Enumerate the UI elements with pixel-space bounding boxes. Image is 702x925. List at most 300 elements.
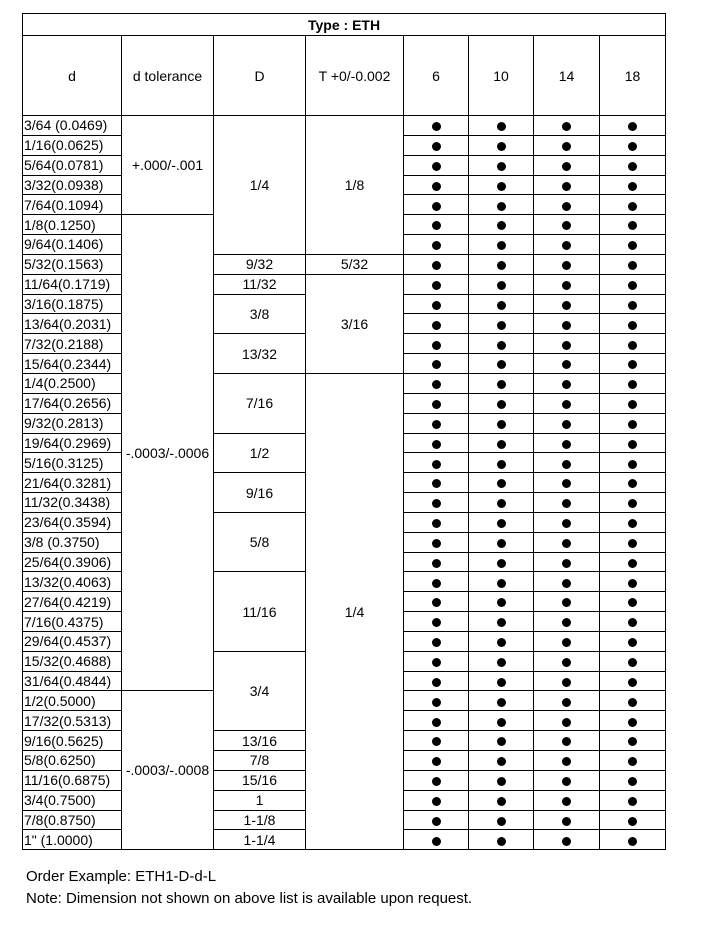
cell-d: 27/64(0.4219) bbox=[23, 592, 122, 612]
availability-dot-icon bbox=[432, 182, 441, 191]
availability-dot-icon bbox=[497, 658, 506, 667]
cell-availability-14 bbox=[534, 433, 600, 453]
cell-T: 5/32 bbox=[306, 254, 404, 274]
availability-dot-icon bbox=[432, 757, 441, 766]
cell-availability-18 bbox=[600, 691, 666, 711]
availability-dot-icon bbox=[432, 261, 441, 270]
cell-availability-18 bbox=[600, 334, 666, 354]
cell-d: 7/32(0.2188) bbox=[23, 334, 122, 354]
availability-dot-icon bbox=[628, 142, 637, 151]
availability-dot-icon bbox=[628, 618, 637, 627]
availability-dot-icon bbox=[562, 559, 571, 568]
cell-d: 5/8(0.6250) bbox=[23, 751, 122, 771]
availability-dot-icon bbox=[562, 598, 571, 607]
cell-availability-18 bbox=[600, 314, 666, 334]
cell-availability-6 bbox=[404, 612, 469, 632]
availability-dot-icon bbox=[432, 737, 441, 746]
cell-availability-10 bbox=[469, 592, 534, 612]
availability-dot-icon bbox=[432, 678, 441, 687]
cell-availability-10 bbox=[469, 572, 534, 592]
cell-availability-6 bbox=[404, 334, 469, 354]
cell-availability-10 bbox=[469, 175, 534, 195]
availability-dot-icon bbox=[432, 519, 441, 528]
cell-availability-6 bbox=[404, 314, 469, 334]
availability-dot-icon bbox=[628, 341, 637, 350]
cell-D: 7/16 bbox=[214, 373, 306, 433]
cell-availability-14 bbox=[534, 254, 600, 274]
cell-availability-18 bbox=[600, 671, 666, 691]
availability-dot-icon bbox=[432, 777, 441, 786]
availability-dot-icon bbox=[562, 142, 571, 151]
cell-availability-6 bbox=[404, 631, 469, 651]
cell-availability-14 bbox=[534, 552, 600, 572]
cell-D: 1/2 bbox=[214, 433, 306, 473]
cell-d: 11/16(0.6875) bbox=[23, 770, 122, 790]
cell-availability-14 bbox=[534, 493, 600, 513]
cell-availability-14 bbox=[534, 155, 600, 175]
availability-dot-icon bbox=[432, 579, 441, 588]
availability-dot-icon bbox=[628, 817, 637, 826]
cell-availability-10 bbox=[469, 195, 534, 215]
cell-D: 1 bbox=[214, 790, 306, 810]
cell-availability-6 bbox=[404, 254, 469, 274]
availability-dot-icon bbox=[497, 241, 506, 250]
cell-availability-14 bbox=[534, 572, 600, 592]
availability-dot-icon bbox=[628, 301, 637, 310]
order-example: Order Example: ETH1-D-d-L bbox=[26, 868, 217, 885]
cell-availability-10 bbox=[469, 314, 534, 334]
availability-dot-icon bbox=[432, 837, 441, 846]
availability-dot-icon bbox=[562, 221, 571, 230]
availability-dot-icon bbox=[628, 360, 637, 369]
availability-dot-icon bbox=[497, 678, 506, 687]
cell-d: 31/64(0.4844) bbox=[23, 671, 122, 691]
cell-d: 19/64(0.2969) bbox=[23, 433, 122, 453]
availability-dot-icon bbox=[628, 420, 637, 429]
cell-availability-14 bbox=[534, 532, 600, 552]
cell-availability-14 bbox=[534, 215, 600, 235]
availability-dot-icon bbox=[628, 400, 637, 409]
availability-dot-icon bbox=[562, 698, 571, 707]
availability-dot-icon bbox=[497, 737, 506, 746]
cell-d: 1/8(0.1250) bbox=[23, 215, 122, 235]
cell-availability-14 bbox=[534, 314, 600, 334]
availability-dot-icon bbox=[497, 519, 506, 528]
availability-dot-icon bbox=[562, 321, 571, 330]
cell-availability-18 bbox=[600, 810, 666, 830]
availability-dot-icon bbox=[628, 460, 637, 469]
availability-dot-icon bbox=[628, 658, 637, 667]
availability-dot-icon bbox=[562, 757, 571, 766]
cell-availability-14 bbox=[534, 830, 600, 850]
cell-D: 7/8 bbox=[214, 751, 306, 771]
cell-availability-6 bbox=[404, 790, 469, 810]
cell-d-tolerance: -.0003/-.0006 bbox=[122, 215, 214, 691]
header-d: d bbox=[23, 36, 122, 116]
cell-availability-18 bbox=[600, 751, 666, 771]
cell-availability-18 bbox=[600, 711, 666, 731]
cell-availability-6 bbox=[404, 552, 469, 572]
cell-T: 3/16 bbox=[306, 274, 404, 373]
availability-dot-icon bbox=[562, 360, 571, 369]
availability-dot-icon bbox=[497, 440, 506, 449]
cell-availability-14 bbox=[534, 512, 600, 532]
availability-dot-icon bbox=[497, 162, 506, 171]
availability-dot-icon bbox=[497, 539, 506, 548]
cell-d: 17/64(0.2656) bbox=[23, 393, 122, 413]
availability-dot-icon bbox=[497, 301, 506, 310]
cell-availability-14 bbox=[534, 235, 600, 255]
cell-availability-10 bbox=[469, 671, 534, 691]
availability-dot-icon bbox=[497, 797, 506, 806]
cell-availability-6 bbox=[404, 155, 469, 175]
cell-availability-6 bbox=[404, 175, 469, 195]
availability-dot-icon bbox=[628, 638, 637, 647]
cell-availability-14 bbox=[534, 294, 600, 314]
cell-availability-18 bbox=[600, 790, 666, 810]
cell-availability-6 bbox=[404, 810, 469, 830]
availability-dot-icon bbox=[628, 737, 637, 746]
availability-dot-icon bbox=[562, 182, 571, 191]
availability-dot-icon bbox=[432, 638, 441, 647]
availability-dot-icon bbox=[628, 837, 637, 846]
availability-dot-icon bbox=[628, 321, 637, 330]
cell-d: 11/64(0.1719) bbox=[23, 274, 122, 294]
cell-d-tolerance: +.000/-.001 bbox=[122, 116, 214, 215]
table-row bbox=[23, 373, 666, 393]
cell-D: 11/16 bbox=[214, 572, 306, 651]
cell-d: 9/64(0.1406) bbox=[23, 235, 122, 255]
cell-d: 1/2(0.5000) bbox=[23, 691, 122, 711]
cell-availability-10 bbox=[469, 453, 534, 473]
cell-d: 25/64(0.3906) bbox=[23, 552, 122, 572]
cell-availability-10 bbox=[469, 651, 534, 671]
cell-availability-6 bbox=[404, 572, 469, 592]
availability-dot-icon bbox=[497, 460, 506, 469]
availability-dot-icon bbox=[628, 122, 637, 131]
availability-dot-icon bbox=[628, 777, 637, 786]
cell-availability-18 bbox=[600, 433, 666, 453]
header-length-14: 14 bbox=[534, 36, 600, 116]
availability-dot-icon bbox=[628, 440, 637, 449]
cell-D: 13/16 bbox=[214, 731, 306, 751]
cell-availability-10 bbox=[469, 473, 534, 493]
cell-availability-18 bbox=[600, 453, 666, 473]
cell-availability-14 bbox=[534, 195, 600, 215]
cell-availability-14 bbox=[534, 790, 600, 810]
availability-dot-icon bbox=[432, 380, 441, 389]
cell-d: 7/8(0.8750) bbox=[23, 810, 122, 830]
availability-dot-icon bbox=[497, 261, 506, 270]
cell-d: 5/64(0.0781) bbox=[23, 155, 122, 175]
cell-availability-14 bbox=[534, 631, 600, 651]
cell-D: 5/8 bbox=[214, 512, 306, 572]
cell-availability-18 bbox=[600, 393, 666, 413]
cell-D: 3/4 bbox=[214, 651, 306, 730]
header-length-6: 6 bbox=[404, 36, 469, 116]
availability-dot-icon bbox=[562, 718, 571, 727]
availability-dot-icon bbox=[562, 678, 571, 687]
cell-availability-14 bbox=[534, 671, 600, 691]
cell-availability-18 bbox=[600, 731, 666, 751]
cell-availability-6 bbox=[404, 691, 469, 711]
availability-dot-icon bbox=[628, 221, 637, 230]
cell-availability-10 bbox=[469, 612, 534, 632]
cell-availability-6 bbox=[404, 473, 469, 493]
cell-availability-14 bbox=[534, 175, 600, 195]
cell-availability-18 bbox=[600, 373, 666, 393]
cell-availability-6 bbox=[404, 294, 469, 314]
cell-availability-10 bbox=[469, 493, 534, 513]
availability-dot-icon bbox=[432, 341, 441, 350]
availability-dot-icon bbox=[628, 499, 637, 508]
availability-dot-icon bbox=[562, 618, 571, 627]
availability-dot-icon bbox=[432, 559, 441, 568]
cell-d: 9/32(0.2813) bbox=[23, 413, 122, 433]
cell-T: 1/8 bbox=[306, 116, 404, 255]
cell-D: 1/4 bbox=[214, 116, 306, 255]
availability-dot-icon bbox=[562, 638, 571, 647]
cell-availability-18 bbox=[600, 830, 666, 850]
cell-availability-10 bbox=[469, 770, 534, 790]
cell-availability-14 bbox=[534, 354, 600, 374]
cell-availability-18 bbox=[600, 354, 666, 374]
availability-dot-icon bbox=[628, 519, 637, 528]
cell-availability-6 bbox=[404, 830, 469, 850]
cell-availability-14 bbox=[534, 135, 600, 155]
cell-availability-10 bbox=[469, 334, 534, 354]
cell-availability-10 bbox=[469, 731, 534, 751]
availability-dot-icon bbox=[497, 360, 506, 369]
cell-availability-10 bbox=[469, 393, 534, 413]
cell-d: 7/64(0.1094) bbox=[23, 195, 122, 215]
cell-availability-10 bbox=[469, 294, 534, 314]
availability-dot-icon bbox=[497, 122, 506, 131]
availability-dot-icon bbox=[497, 777, 506, 786]
availability-dot-icon bbox=[497, 321, 506, 330]
cell-D: 9/32 bbox=[214, 254, 306, 274]
availability-dot-icon bbox=[562, 380, 571, 389]
cell-d: 15/32(0.4688) bbox=[23, 651, 122, 671]
availability-dot-icon bbox=[562, 658, 571, 667]
cell-availability-18 bbox=[600, 215, 666, 235]
cell-availability-6 bbox=[404, 373, 469, 393]
cell-availability-10 bbox=[469, 135, 534, 155]
cell-availability-10 bbox=[469, 433, 534, 453]
availability-dot-icon bbox=[562, 122, 571, 131]
cell-availability-18 bbox=[600, 254, 666, 274]
availability-dot-icon bbox=[628, 202, 637, 211]
availability-dot-icon bbox=[628, 539, 637, 548]
cell-d: 11/32(0.3438) bbox=[23, 493, 122, 513]
cell-availability-6 bbox=[404, 532, 469, 552]
availability-dot-icon bbox=[562, 281, 571, 290]
cell-D: 1-1/8 bbox=[214, 810, 306, 830]
cell-availability-6 bbox=[404, 770, 469, 790]
availability-dot-icon bbox=[628, 380, 637, 389]
cell-availability-18 bbox=[600, 235, 666, 255]
cell-availability-14 bbox=[534, 770, 600, 790]
cell-availability-18 bbox=[600, 512, 666, 532]
availability-dot-icon bbox=[497, 638, 506, 647]
availability-dot-icon bbox=[562, 261, 571, 270]
availability-dot-icon bbox=[562, 579, 571, 588]
cell-availability-10 bbox=[469, 116, 534, 136]
cell-availability-10 bbox=[469, 155, 534, 175]
availability-dot-icon bbox=[628, 182, 637, 191]
table-row bbox=[23, 254, 666, 274]
cell-d: 3/16(0.1875) bbox=[23, 294, 122, 314]
cell-d: 5/32(0.1563) bbox=[23, 254, 122, 274]
cell-d: 7/16(0.4375) bbox=[23, 612, 122, 632]
cell-availability-10 bbox=[469, 830, 534, 850]
cell-availability-14 bbox=[534, 810, 600, 830]
cell-availability-18 bbox=[600, 175, 666, 195]
availability-dot-icon bbox=[497, 479, 506, 488]
cell-D: 9/16 bbox=[214, 473, 306, 513]
cell-availability-18 bbox=[600, 135, 666, 155]
availability-dot-icon bbox=[562, 420, 571, 429]
cell-availability-10 bbox=[469, 532, 534, 552]
cell-availability-10 bbox=[469, 254, 534, 274]
cell-availability-10 bbox=[469, 631, 534, 651]
cell-availability-6 bbox=[404, 215, 469, 235]
cell-availability-14 bbox=[534, 116, 600, 136]
availability-dot-icon bbox=[628, 757, 637, 766]
availability-dot-icon bbox=[628, 281, 637, 290]
cell-availability-6 bbox=[404, 493, 469, 513]
header-T: T +0/-0.002 bbox=[306, 36, 404, 116]
availability-dot-icon bbox=[432, 281, 441, 290]
availability-dot-icon bbox=[628, 162, 637, 171]
cell-availability-6 bbox=[404, 651, 469, 671]
cell-availability-14 bbox=[534, 393, 600, 413]
availability-dot-icon bbox=[432, 142, 441, 151]
availability-dot-icon bbox=[562, 460, 571, 469]
header-D: D bbox=[214, 36, 306, 116]
cell-d: 5/16(0.3125) bbox=[23, 453, 122, 473]
availability-dot-icon bbox=[432, 479, 441, 488]
availability-dot-icon bbox=[562, 499, 571, 508]
availability-dot-icon bbox=[432, 718, 441, 727]
cell-availability-18 bbox=[600, 592, 666, 612]
availability-dot-icon bbox=[497, 579, 506, 588]
availability-dot-icon bbox=[628, 698, 637, 707]
availability-dot-icon bbox=[497, 202, 506, 211]
spec-table bbox=[22, 13, 666, 850]
cell-d: 13/32(0.4063) bbox=[23, 572, 122, 592]
availability-dot-icon bbox=[497, 698, 506, 707]
cell-availability-18 bbox=[600, 651, 666, 671]
availability-dot-icon bbox=[432, 360, 441, 369]
cell-d: 3/64 (0.0469) bbox=[23, 116, 122, 136]
cell-availability-10 bbox=[469, 512, 534, 532]
cell-availability-6 bbox=[404, 413, 469, 433]
availability-dot-icon bbox=[432, 797, 441, 806]
cell-availability-10 bbox=[469, 413, 534, 433]
cell-availability-6 bbox=[404, 116, 469, 136]
availability-dot-icon bbox=[432, 539, 441, 548]
availability-dot-icon bbox=[562, 817, 571, 826]
availability-dot-icon bbox=[497, 718, 506, 727]
cell-availability-18 bbox=[600, 532, 666, 552]
cell-availability-18 bbox=[600, 116, 666, 136]
cell-D: 11/32 bbox=[214, 274, 306, 294]
cell-availability-10 bbox=[469, 373, 534, 393]
cell-availability-14 bbox=[534, 274, 600, 294]
availability-dot-icon bbox=[432, 598, 441, 607]
cell-d: 3/4(0.7500) bbox=[23, 790, 122, 810]
table-title: Type : ETH bbox=[23, 14, 666, 36]
cell-availability-18 bbox=[600, 274, 666, 294]
cell-availability-14 bbox=[534, 612, 600, 632]
cell-availability-6 bbox=[404, 235, 469, 255]
cell-D: 1-1/4 bbox=[214, 830, 306, 850]
cell-D: 13/32 bbox=[214, 334, 306, 374]
cell-availability-10 bbox=[469, 751, 534, 771]
availability-dot-icon bbox=[497, 420, 506, 429]
cell-d: 13/64(0.2031) bbox=[23, 314, 122, 334]
cell-availability-18 bbox=[600, 473, 666, 493]
availability-dot-icon bbox=[497, 559, 506, 568]
availability-dot-icon bbox=[432, 499, 441, 508]
availability-dot-icon bbox=[562, 440, 571, 449]
cell-d: 17/32(0.5313) bbox=[23, 711, 122, 731]
availability-dot-icon bbox=[562, 341, 571, 350]
header-d-tolerance: d tolerance bbox=[122, 36, 214, 116]
cell-availability-14 bbox=[534, 711, 600, 731]
availability-dot-icon bbox=[628, 718, 637, 727]
cell-D: 3/8 bbox=[214, 294, 306, 334]
cell-availability-18 bbox=[600, 294, 666, 314]
availability-dot-icon bbox=[432, 698, 441, 707]
cell-availability-6 bbox=[404, 512, 469, 532]
availability-dot-icon bbox=[432, 122, 441, 131]
cell-availability-10 bbox=[469, 235, 534, 255]
availability-dot-icon bbox=[562, 162, 571, 171]
cell-d: 3/8 (0.3750) bbox=[23, 532, 122, 552]
cell-availability-6 bbox=[404, 453, 469, 473]
cell-availability-10 bbox=[469, 691, 534, 711]
notes bbox=[26, 866, 472, 910]
availability-dot-icon bbox=[497, 499, 506, 508]
cell-availability-6 bbox=[404, 393, 469, 413]
availability-dot-icon bbox=[497, 837, 506, 846]
cell-availability-10 bbox=[469, 274, 534, 294]
availability-dot-icon bbox=[497, 281, 506, 290]
header-length-18: 18 bbox=[600, 36, 666, 116]
cell-availability-10 bbox=[469, 215, 534, 235]
availability-dot-icon bbox=[628, 797, 637, 806]
availability-dot-icon bbox=[432, 241, 441, 250]
cell-availability-18 bbox=[600, 631, 666, 651]
availability-dot-icon bbox=[432, 440, 441, 449]
availability-dot-icon bbox=[562, 301, 571, 310]
cell-d: 29/64(0.4537) bbox=[23, 631, 122, 651]
availability-dot-icon bbox=[628, 241, 637, 250]
availability-dot-icon bbox=[628, 678, 637, 687]
availability-dot-icon bbox=[432, 301, 441, 310]
availability-dot-icon bbox=[628, 261, 637, 270]
cell-availability-14 bbox=[534, 592, 600, 612]
cell-availability-10 bbox=[469, 810, 534, 830]
cell-availability-14 bbox=[534, 334, 600, 354]
availability-dot-icon bbox=[432, 162, 441, 171]
table-body bbox=[23, 116, 666, 850]
availability-dot-icon bbox=[432, 420, 441, 429]
cell-availability-14 bbox=[534, 473, 600, 493]
cell-availability-18 bbox=[600, 572, 666, 592]
